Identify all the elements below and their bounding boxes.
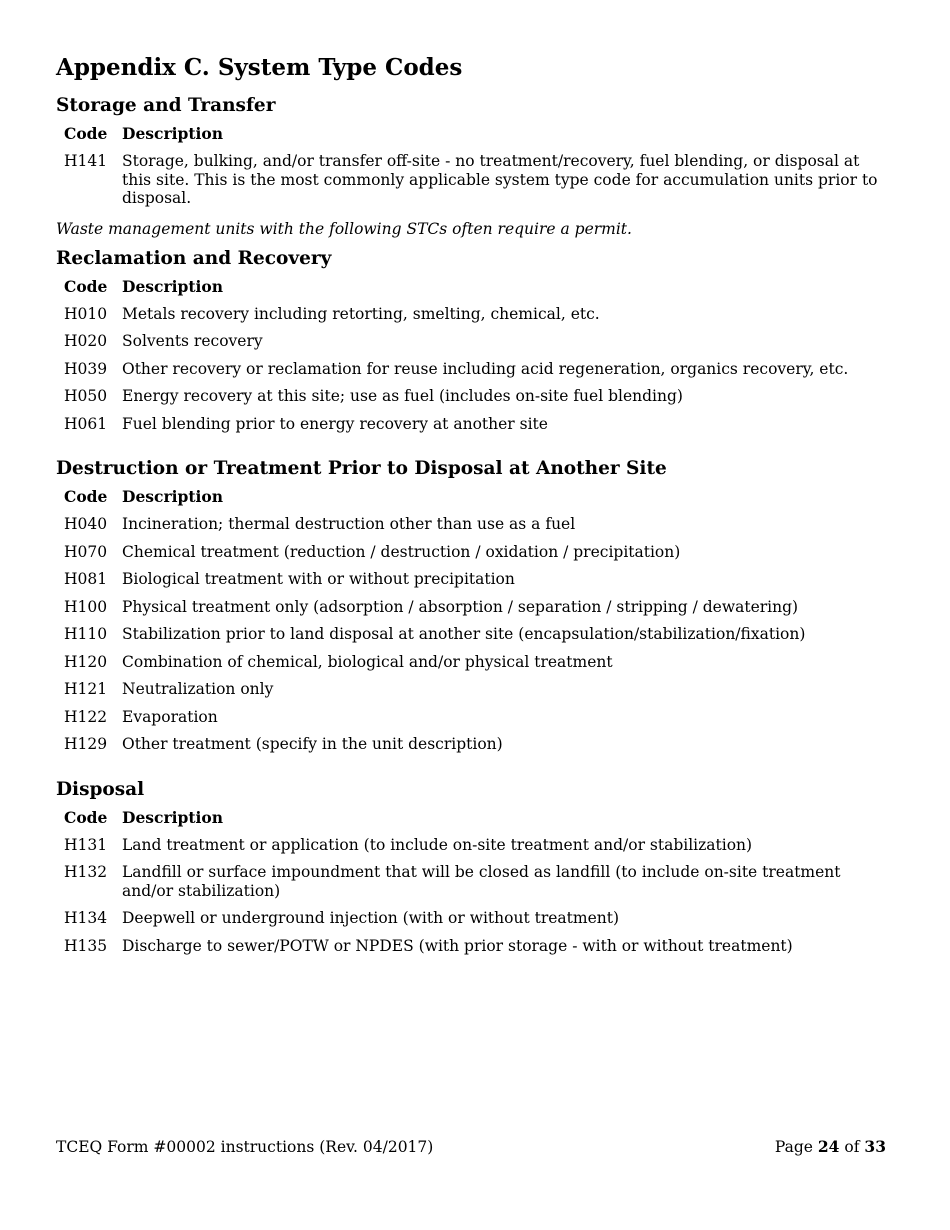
code-cell: H040 bbox=[64, 515, 108, 533]
page-title: Appendix C. System Type Codes bbox=[56, 54, 463, 81]
code-table bbox=[56, 124, 886, 217]
description-cell: Other treatment (specify in the unit description) bbox=[122, 735, 503, 753]
code-cell: H061 bbox=[64, 414, 108, 433]
code-cell: H131 bbox=[64, 835, 108, 854]
table-row bbox=[56, 570, 886, 598]
code-cell: H050 bbox=[64, 387, 108, 405]
code-table bbox=[56, 277, 886, 443]
section-reclamation-recovery bbox=[56, 246, 886, 443]
description-cell: Physical treatment only (adsorption / absorption / separation / stripping / dewatering) bbox=[122, 597, 799, 616]
description-cell: Storage, bulking, and/or transfer off-site - no treatment/recovery, fuel blending, or disposal at this site. This is the most commonly applicable system type code for accumulation units prior to disposal. bbox=[122, 152, 878, 207]
description-cell: Landfill or surface impoundment that will be closed as landfill (to include on-site treatment and/or stabilization) bbox=[122, 863, 841, 900]
section-heading: Disposal bbox=[56, 778, 145, 800]
table-header-row bbox=[56, 808, 886, 836]
section-heading: Destruction or Treatment Prior to Disposal at Another Site bbox=[56, 458, 667, 479]
table-row bbox=[56, 332, 886, 360]
description-cell: Fuel blending prior to energy recovery at another site bbox=[122, 414, 548, 433]
description-cell: Land treatment or application (to include on-site treatment and/or stabilization) bbox=[122, 835, 753, 854]
code-cell: H132 bbox=[64, 863, 108, 881]
table-row bbox=[56, 515, 886, 543]
code-cell: H039 bbox=[64, 359, 108, 378]
section-destruction-treatment bbox=[56, 456, 886, 763]
description-cell: Neutralization only bbox=[122, 680, 274, 698]
description-cell: Metals recovery including retorting, smelting, chemical, etc. bbox=[122, 304, 600, 323]
column-header-description: Description bbox=[122, 124, 224, 143]
table-row bbox=[56, 625, 886, 653]
page-current: 24 bbox=[817, 1137, 840, 1156]
code-cell: H135 bbox=[64, 936, 108, 955]
table-row bbox=[56, 836, 886, 864]
table-row bbox=[56, 863, 886, 909]
description-cell: Other recovery or reclamation for reuse including acid regeneration, organics recovery, etc. bbox=[122, 359, 849, 378]
permit-note: Waste management units with the following STCs often require a permit. bbox=[56, 219, 632, 238]
column-header-description: Description bbox=[122, 807, 224, 827]
code-cell: H141 bbox=[64, 152, 108, 170]
table-row bbox=[56, 415, 886, 443]
table-row bbox=[56, 387, 886, 415]
code-cell: H081 bbox=[64, 570, 108, 588]
description-cell: Stabilization prior to land disposal at another site (encapsulation/stabilization/fixation) bbox=[122, 625, 806, 643]
description-cell: Chemical treatment (reduction / destruction / oxidation / precipitation) bbox=[122, 542, 681, 561]
column-header-code: Code bbox=[64, 124, 108, 143]
description-cell: Deepwell or underground injection (with or without treatment) bbox=[122, 909, 620, 927]
description-cell: Energy recovery at this site; use as fuel (includes on-site fuel blending) bbox=[122, 387, 683, 405]
description-cell: Discharge to sewer/POTW or NPDES (with prior storage - with or without treatment) bbox=[122, 936, 793, 955]
page-total: 33 bbox=[864, 1137, 886, 1156]
code-table bbox=[56, 487, 886, 763]
section-storage-transfer bbox=[56, 93, 886, 217]
column-header-description: Description bbox=[122, 276, 224, 296]
table-row bbox=[56, 708, 886, 736]
code-cell: H100 bbox=[64, 597, 108, 616]
document-page bbox=[56, 52, 886, 968]
description-cell: Evaporation bbox=[122, 707, 218, 726]
code-cell: H120 bbox=[64, 652, 108, 671]
column-header-code: Code bbox=[64, 276, 108, 296]
code-cell: H121 bbox=[64, 680, 108, 698]
table-row bbox=[56, 937, 886, 965]
table-row bbox=[56, 360, 886, 388]
code-cell: H122 bbox=[64, 707, 108, 726]
section-disposal bbox=[56, 777, 886, 965]
code-cell: H129 bbox=[64, 735, 108, 753]
code-cell: H020 bbox=[64, 332, 108, 350]
table-row bbox=[56, 653, 886, 681]
section-heading: Storage and Transfer bbox=[56, 95, 276, 116]
description-cell: Combination of chemical, biological and/or physical treatment bbox=[122, 652, 613, 671]
table-row bbox=[56, 598, 886, 626]
code-cell: H110 bbox=[64, 625, 108, 643]
table-header-row bbox=[56, 487, 886, 515]
code-cell: H134 bbox=[64, 909, 108, 927]
description-cell: Incineration; thermal destruction other than use as a fuel bbox=[122, 515, 576, 533]
table-row bbox=[56, 305, 886, 333]
section-spacer bbox=[56, 767, 886, 777]
table-row bbox=[56, 735, 886, 763]
code-table bbox=[56, 808, 886, 965]
page-of: of bbox=[844, 1138, 860, 1156]
page-number bbox=[775, 1137, 886, 1157]
table-header-row bbox=[56, 277, 886, 305]
table-row bbox=[56, 680, 886, 708]
page-prefix: Page bbox=[774, 1138, 813, 1156]
table-row bbox=[56, 152, 886, 217]
table-row bbox=[56, 909, 886, 937]
section-spacer bbox=[56, 446, 886, 456]
column-header-code: Code bbox=[64, 807, 108, 827]
code-cell: H070 bbox=[64, 542, 108, 561]
table-row bbox=[56, 543, 886, 571]
table-header-row bbox=[56, 124, 886, 152]
section-heading: Reclamation and Recovery bbox=[56, 247, 332, 269]
description-cell: Biological treatment with or without precipitation bbox=[122, 570, 515, 588]
description-cell: Solvents recovery bbox=[122, 332, 263, 350]
column-header-code: Code bbox=[64, 487, 108, 506]
form-reference: TCEQ Form #00002 instructions (Rev. 04/2017) bbox=[56, 1138, 434, 1156]
code-cell: H010 bbox=[64, 304, 108, 323]
column-header-description: Description bbox=[122, 487, 224, 506]
